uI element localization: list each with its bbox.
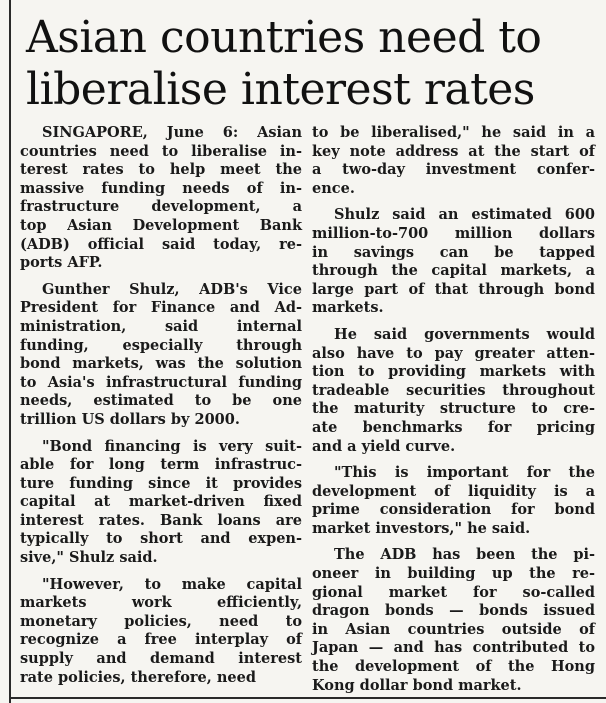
text-line: terest rates to help meet the: [20, 161, 302, 179]
text-line: massive funding needs of in-: [20, 179, 302, 197]
article-paragraph: [20, 438, 302, 568]
headline-line: Asian countries need to: [26, 12, 542, 63]
article-paragraph: [20, 124, 302, 273]
column-rule-left: [9, 0, 11, 703]
text-line: ports AFP.: [20, 254, 103, 272]
text-line: President for Finance and Ad-: [20, 299, 302, 317]
text-line: million-to-700 million dollars: [312, 224, 595, 242]
article-paragraph: [20, 576, 302, 688]
article-paragraph: [312, 326, 595, 456]
text-line: through the capital markets, a: [312, 262, 595, 280]
article-column-right: [312, 124, 595, 695]
text-line: supply and demand interest: [20, 650, 302, 668]
text-line: Japan — and has contributed to: [312, 639, 595, 657]
headline: [26, 12, 596, 116]
text-line: "This is important for the: [334, 464, 595, 482]
text-line: "Bond financing is very suit-: [42, 437, 302, 455]
text-line: prime consideration for bond: [312, 501, 595, 519]
text-line: in savings can be tapped: [312, 243, 595, 261]
text-line: top Asian Development Bank: [20, 216, 302, 234]
text-line: a two-day investment confer-: [312, 161, 595, 179]
text-line: interest rates. Bank loans are: [20, 511, 302, 529]
text-line: He said governments would: [334, 325, 595, 343]
paragraph-gap: [312, 198, 595, 206]
text-line: tion to providing markets with: [312, 363, 595, 381]
text-line: gional market for so-called: [312, 583, 595, 601]
text-line: ence.: [312, 179, 355, 197]
text-line: bond markets, was the solution: [20, 355, 302, 373]
text-line: trillion US dollars by 2000.: [20, 410, 240, 428]
text-line: (ADB) official said today, re-: [20, 235, 302, 253]
article-paragraph: [312, 206, 595, 318]
headline-line: liberalise interest rates: [26, 64, 535, 115]
text-line: typically to short and expen-: [20, 530, 302, 548]
paragraph-gap: [20, 568, 302, 576]
text-line: The ADB has been the pi-: [334, 546, 595, 564]
text-line: needs, estimated to be one: [20, 392, 302, 410]
article-paragraph: [20, 281, 302, 430]
text-line: and a yield curve.: [312, 437, 456, 455]
paragraph-gap: [312, 456, 595, 464]
text-line: SINGAPORE, June 6: Asian: [42, 124, 302, 141]
text-line: in Asian countries outside of: [312, 620, 595, 638]
text-line: rate policies, therefore, need: [20, 668, 256, 686]
paragraph-gap: [20, 430, 302, 438]
text-line: to Asia's infrastructural funding: [20, 373, 302, 391]
article-column-left: [20, 124, 302, 687]
text-line: Gunther Shulz, ADB's Vice: [42, 280, 302, 298]
text-line: markets work efficiently,: [20, 594, 302, 612]
column-rule-bottom: [9, 697, 606, 699]
paragraph-gap: [312, 538, 595, 546]
text-line: able for long term infrastruc-: [20, 456, 302, 474]
text-line: countries need to liberalise in-: [20, 142, 302, 160]
text-line: oneer in building up the re-: [312, 565, 595, 583]
text-line: sive," Shulz said.: [20, 549, 158, 567]
text-line: market investors," he said.: [312, 519, 531, 537]
text-line: Shulz said an estimated 600: [334, 206, 595, 224]
text-line: also have to pay greater atten-: [312, 344, 595, 362]
text-line: ture funding since it provides: [20, 474, 302, 492]
text-line: frastructure development, a: [20, 198, 302, 216]
text-line: funding, especially through: [20, 336, 302, 354]
text-line: ate benchmarks for pricing: [312, 418, 595, 436]
text-line: large part of that through bond: [312, 280, 595, 298]
text-line: the maturity structure to cre-: [312, 400, 595, 418]
text-line: Kong dollar bond market.: [312, 676, 522, 694]
text-line: development of liquidity is a: [312, 482, 595, 500]
text-line: key note address at the start of: [312, 142, 595, 160]
text-line: the development of the Hong: [312, 658, 595, 676]
article-paragraph: [312, 546, 595, 695]
text-line: capital at market-driven fixed: [20, 493, 302, 511]
article-paragraph: [312, 124, 595, 198]
text-line: "However, to make capital: [42, 575, 302, 593]
text-line: ministration, said internal: [20, 317, 302, 335]
text-line: markets.: [312, 299, 384, 317]
text-line: monetary policies, need to: [20, 612, 302, 630]
text-line: dragon bonds — bonds issued: [312, 602, 595, 620]
paragraph-gap: [20, 273, 302, 281]
text-line: recognize a free interplay of: [20, 631, 302, 649]
text-line: to be liberalised," he said in a: [312, 124, 595, 141]
article-paragraph: [312, 464, 595, 538]
text-line: tradeable securities throughout: [312, 381, 595, 399]
paragraph-gap: [312, 318, 595, 326]
